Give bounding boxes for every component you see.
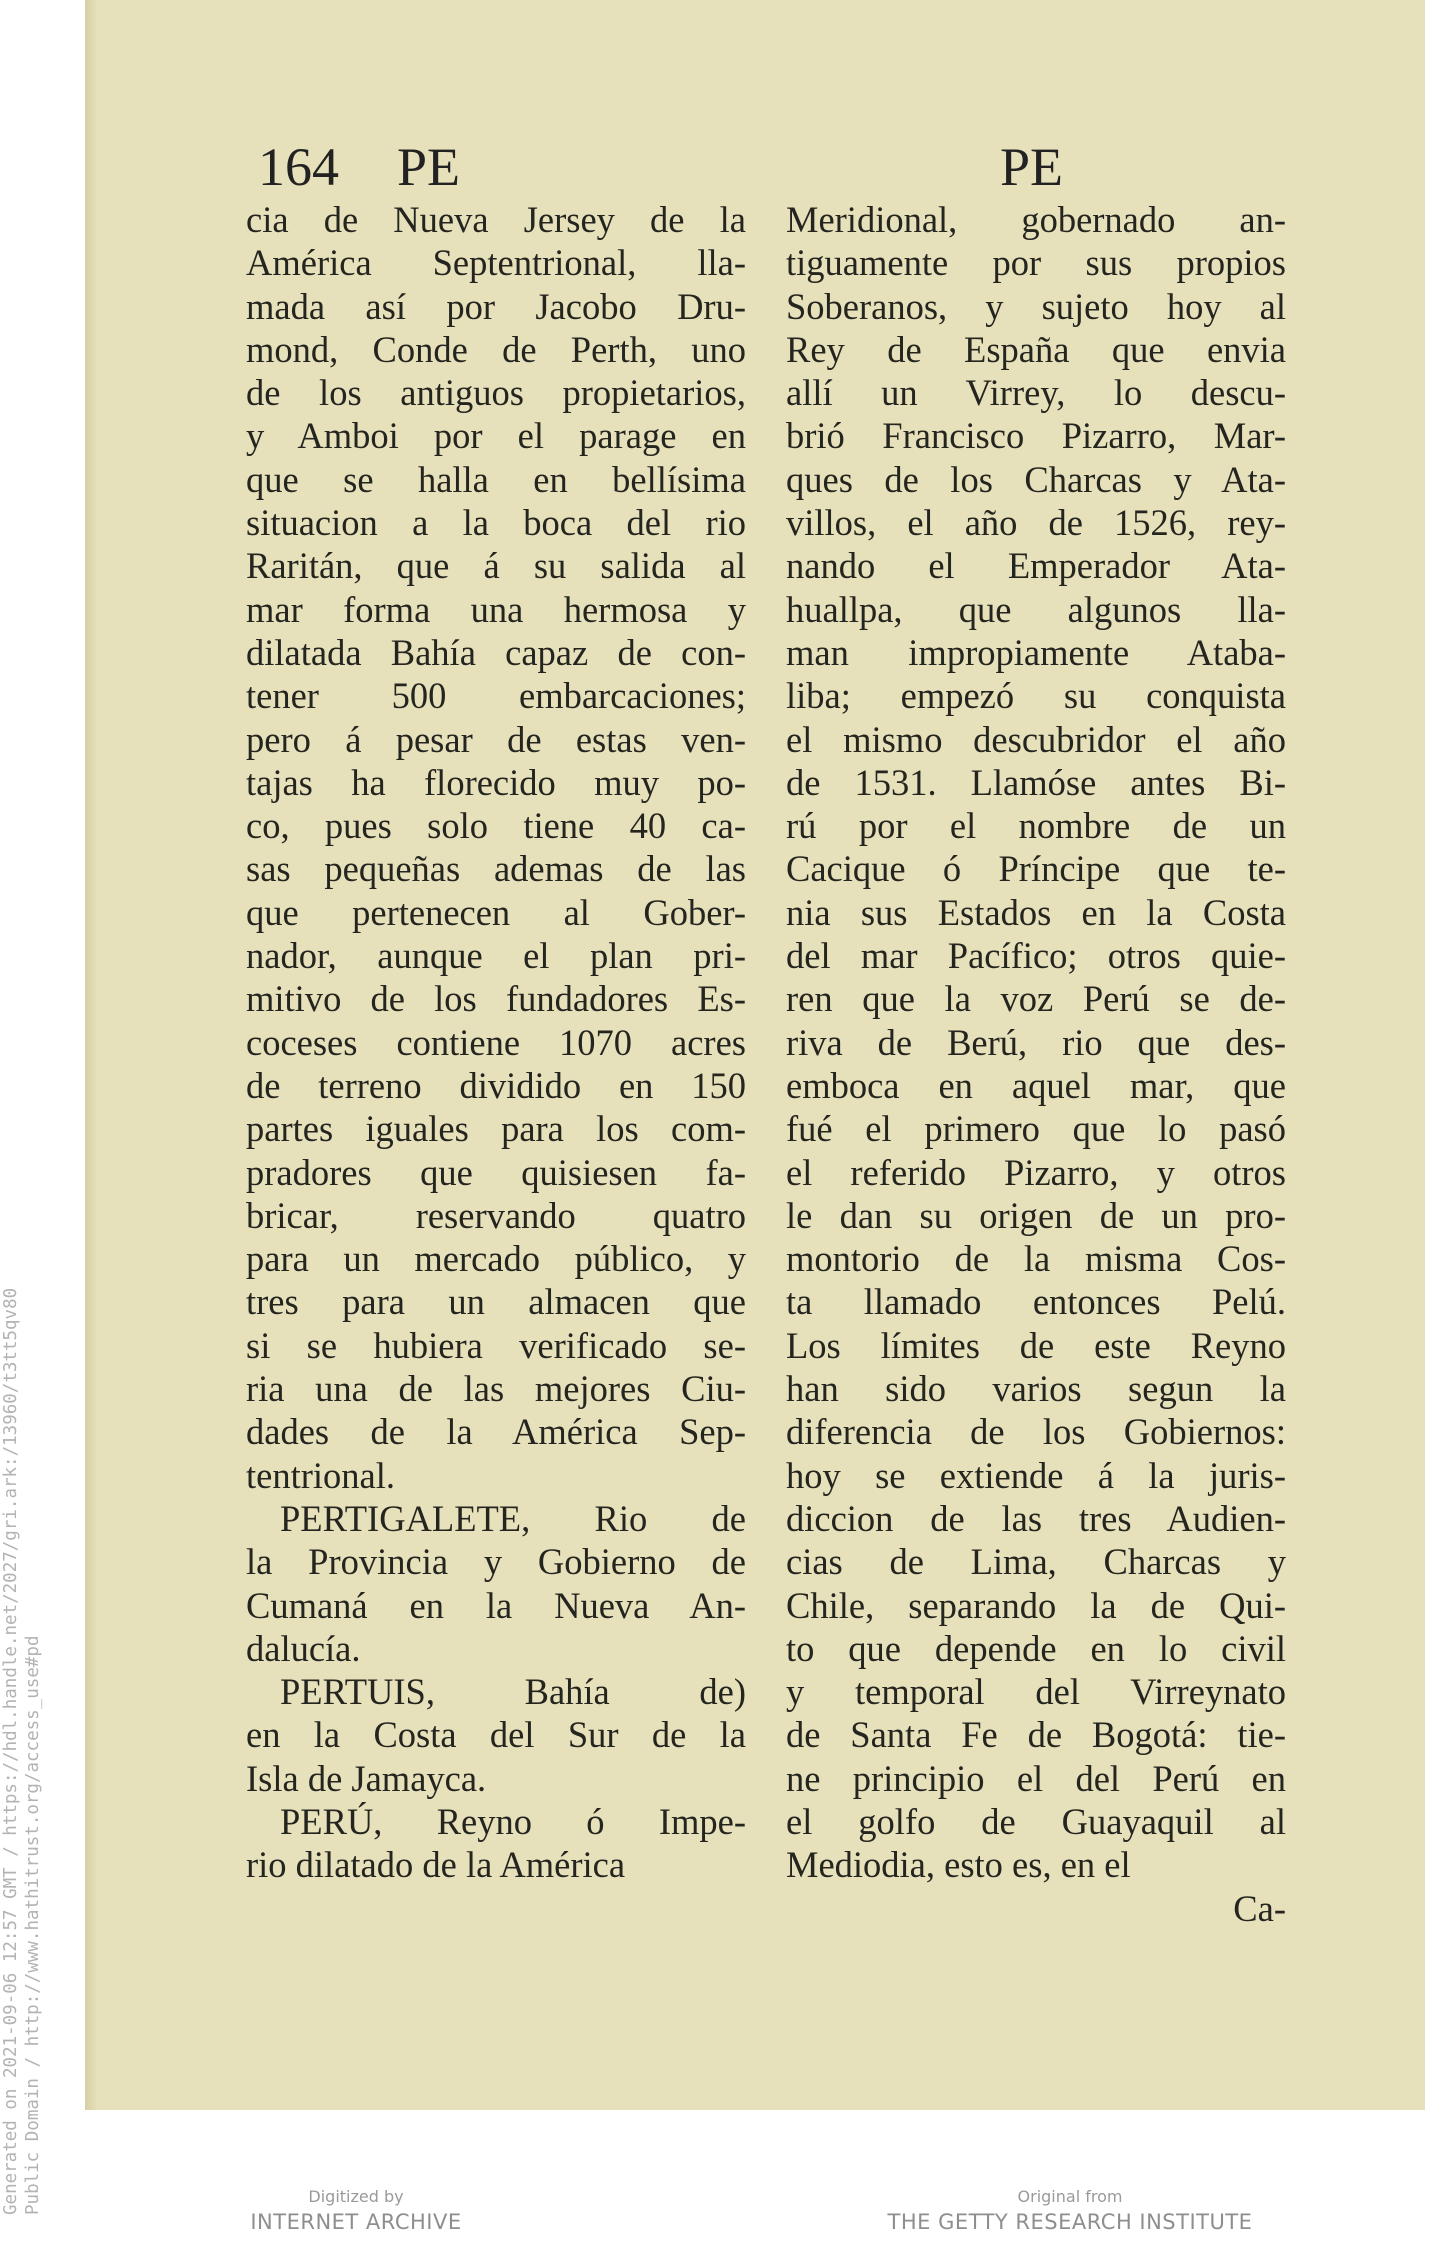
text-line: huallpa, que algunos lla-	[786, 588, 1286, 630]
text-line: para un mercado público, y	[246, 1238, 746, 1280]
text-line: man impropiamente Ataba-	[786, 631, 1286, 673]
text-line: de Santa Fe de Bogotá: tie-	[786, 1714, 1286, 1756]
text-line: si se hubiera verificado se-	[246, 1324, 746, 1366]
text-line: bricar, reservando quatro	[246, 1194, 746, 1236]
footer-original-from	[870, 2186, 1270, 2236]
text-line: coceses contiene 1070 acres	[246, 1021, 746, 1063]
text-line: allí un Virrey, lo descu-	[786, 372, 1286, 414]
text-line: y Amboi por el parage en	[246, 415, 746, 457]
text-line: riva de Berú, rio que des-	[786, 1021, 1286, 1063]
footer-digitized-by	[236, 2186, 476, 2236]
text-line: nia sus Estados en la Costa	[786, 891, 1286, 933]
running-head-right: PE	[1000, 137, 1064, 197]
right-text-column	[786, 198, 1286, 1930]
text-line: Los límites de este Reyno	[786, 1324, 1286, 1366]
text-line: el referido Pizarro, y otros	[786, 1151, 1286, 1193]
text-line: nando el Emperador Ata-	[786, 545, 1286, 587]
text-line: Mediodia, esto es, en el	[786, 1844, 1131, 1886]
text-line: diferencia de los Gobiernos:	[786, 1411, 1286, 1453]
text-line: fué el primero que lo pasó	[786, 1108, 1286, 1150]
text-line: montorio de la misma Cos-	[786, 1238, 1286, 1280]
text-line: co, pues solo tiene 40 ca-	[246, 805, 746, 847]
text-line: tentrional.	[246, 1454, 395, 1496]
text-line: to que depende en lo civil	[786, 1627, 1286, 1669]
text-line: que pertenecen al Gober-	[246, 891, 746, 933]
watermark-line-1: Generated on 2021-09-06 12:57 GMT / https://hdl.handle.net/2027/gri.ark:/13960/t3tt5qv80	[1, 1287, 21, 2215]
text-line: el golfo de Guayaquil al	[786, 1800, 1286, 1842]
text-line: Isla de Jamayca.	[246, 1757, 487, 1799]
text-line: le dan su origen de un pro-	[786, 1194, 1286, 1236]
text-line: villos, el año de 1526, rey-	[786, 502, 1286, 544]
text-line: rio dilatado de la América	[246, 1844, 626, 1886]
text-line: mond, Conde de Perth, uno	[246, 328, 746, 370]
text-line: tener 500 embarcaciones;	[246, 675, 746, 717]
text-line: ques de los Charcas y Ata-	[786, 458, 1286, 500]
text-line: dilatada Bahía capaz de con-	[246, 631, 746, 673]
text-line: sas pequeñas ademas de las	[246, 848, 746, 890]
footer-getty-institute: THE GETTY RESEARCH INSTITUTE	[887, 2210, 1253, 2234]
page-edge-shadow	[85, 0, 97, 2110]
text-line: Raritán, que á su salida al	[246, 545, 746, 587]
hathitrust-watermark	[0, 1288, 44, 2215]
text-line: de 1531. Llamóse antes Bi-	[786, 761, 1286, 803]
text-line: que se halla en bellísima	[246, 458, 746, 500]
text-line: ta llamado entonces Pelú.	[786, 1281, 1286, 1323]
text-line: partes iguales para los com-	[246, 1108, 746, 1150]
text-line: situacion a la boca del rio	[246, 502, 746, 544]
text-line: han sido varios segun la	[786, 1368, 1286, 1410]
running-head-left: PE	[397, 137, 461, 197]
text-line: pero á pesar de estas ven-	[246, 718, 746, 760]
page-header-left	[258, 136, 460, 206]
footer-original-label: Original from	[1017, 2187, 1123, 2206]
text-line: pradores que quisiesen fa-	[246, 1151, 746, 1193]
footer-internet-archive: INTERNET ARCHIVE	[250, 2210, 462, 2234]
text-line: Meridional, gobernado an-	[786, 199, 1286, 240]
text-line: y temporal del Virreynato	[786, 1671, 1286, 1713]
text-line: PERTUIS, Bahía de)	[280, 1671, 746, 1713]
text-line: emboca en aquel mar, que	[786, 1064, 1286, 1106]
text-line: del mar Pacífico; otros quie-	[786, 935, 1286, 977]
text-line: de terreno dividido en 150	[246, 1064, 746, 1106]
text-line: diccion de las tres Audien-	[786, 1497, 1286, 1539]
left-text-column	[246, 198, 746, 1887]
text-line: ren que la voz Perú se de-	[786, 978, 1286, 1020]
text-line: cia de Nueva Jersey de la	[246, 199, 746, 240]
page-number: 164	[258, 137, 339, 197]
text-line: el mismo descubridor el año	[786, 718, 1286, 760]
text-line: Cumaná en la Nueva An-	[246, 1584, 746, 1626]
text-line: liba; empezó su conquista	[786, 675, 1286, 717]
text-line: dades de la América Sep-	[246, 1411, 746, 1453]
text-line: en la Costa del Sur de la	[246, 1714, 746, 1756]
text-line: ria una de las mejores Ciu-	[246, 1368, 746, 1410]
text-line: América Septentrional, lla-	[246, 242, 746, 284]
text-line: de los antiguos propietarios,	[246, 372, 746, 414]
watermark-line-2: Public Domain / http://www.hathitrust.org/access_use#pd	[23, 1635, 43, 2215]
text-line: nador, aunque el plan pri-	[246, 935, 746, 977]
footer-digitized-label: Digitized by	[308, 2187, 404, 2206]
text-line: PERTIGALETE, Rio de	[280, 1497, 746, 1539]
text-line: mitivo de los fundadores Es-	[246, 978, 746, 1020]
text-line: tres para un almacen que	[246, 1281, 746, 1323]
text-line: Ca-	[1233, 1887, 1286, 1929]
text-line: dalucía.	[246, 1627, 361, 1669]
text-line: Chile, separando la de Qui-	[786, 1584, 1286, 1626]
text-line: mada así por Jacobo Dru-	[246, 285, 746, 327]
text-line: mar forma una hermosa y	[246, 588, 746, 630]
text-line: tajas ha florecido muy po-	[246, 761, 746, 803]
text-line: la Provincia y Gobierno de	[246, 1541, 746, 1583]
text-line: Rey de España que envia	[786, 328, 1286, 370]
text-line: cias de Lima, Charcas y	[786, 1541, 1286, 1583]
text-line: brió Francisco Pizarro, Mar-	[786, 415, 1286, 457]
text-line: tiguamente por sus propios	[786, 242, 1286, 284]
text-line: hoy se extiende á la juris-	[786, 1454, 1286, 1496]
text-line: Cacique ó Príncipe que te-	[786, 848, 1286, 890]
text-line: Soberanos, y sujeto hoy al	[786, 285, 1286, 327]
text-line: rú por el nombre de un	[786, 805, 1286, 847]
text-line: PERÚ, Reyno ó Impe-	[280, 1800, 746, 1842]
text-line: ne principio el del Perú en	[786, 1757, 1286, 1799]
